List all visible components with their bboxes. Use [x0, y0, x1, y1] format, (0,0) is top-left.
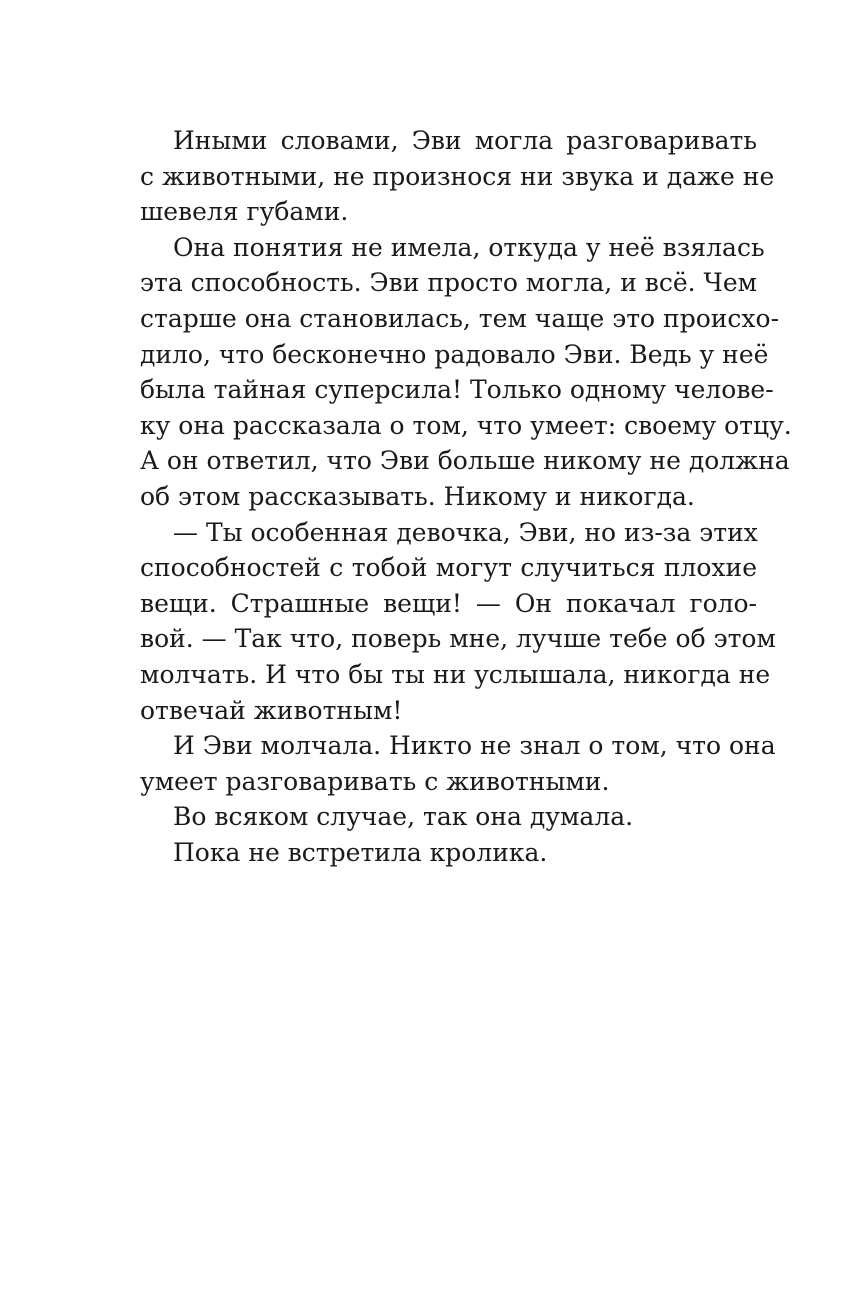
- body-text: [140, 123, 792, 870]
- text-line: Пока не встретила кролика.: [173, 837, 548, 867]
- text-line: с животными, не произнося ни звука и даже не: [140, 161, 775, 191]
- text-line: вещи. Страшные вещи! — Он покачал голо-: [140, 588, 757, 618]
- text-line: вой. — Так что, поверь мне, лучше тебе об этом: [140, 624, 776, 654]
- text-line: была тайная суперсила! Только одному челове-: [140, 375, 774, 405]
- text-line: А он ответил, что Эви больше никому не должна: [140, 446, 790, 476]
- text-line: способностей с тобой могут случиться плохие: [140, 553, 757, 583]
- text-line: молчать. И что бы ты ни услышала, никогда не: [140, 659, 771, 689]
- text-line: эта способность. Эви просто могла, и всё. Чем: [140, 268, 758, 298]
- text-line: старше она становилась, тем чаще это происхо-: [140, 303, 780, 333]
- paragraph-5: [140, 799, 757, 835]
- text-line: Она понятия не имела, откуда у неё взялась: [173, 232, 765, 262]
- text-line: дило, что бесконечно радовало Эви. Ведь у неё: [140, 339, 769, 369]
- text-line: об этом рассказывать. Никому и никогда.: [140, 481, 695, 511]
- text-line: отвечай животным!: [140, 695, 403, 725]
- text-line: шевеля губами.: [140, 197, 349, 227]
- paragraph-4: [140, 728, 776, 799]
- text-line: ку она рассказала о том, что умеет: своему отцу.: [140, 410, 792, 440]
- text-line: Иными словами, Эви могла разговаривать: [173, 126, 757, 155]
- paragraph-2: [140, 230, 792, 515]
- text-line: Во всяком случае, так она думала.: [173, 802, 634, 832]
- text-line: И Эви молчала. Никто не знал о том, что она: [173, 731, 776, 761]
- paragraph-6: [140, 835, 757, 871]
- text-line: умеет разговаривать с животными.: [140, 766, 610, 796]
- paragraph-3: [140, 515, 776, 729]
- paragraph-1: [140, 123, 775, 230]
- text-line: — Ты особенная девочка, Эви, но из-за этих: [173, 517, 758, 547]
